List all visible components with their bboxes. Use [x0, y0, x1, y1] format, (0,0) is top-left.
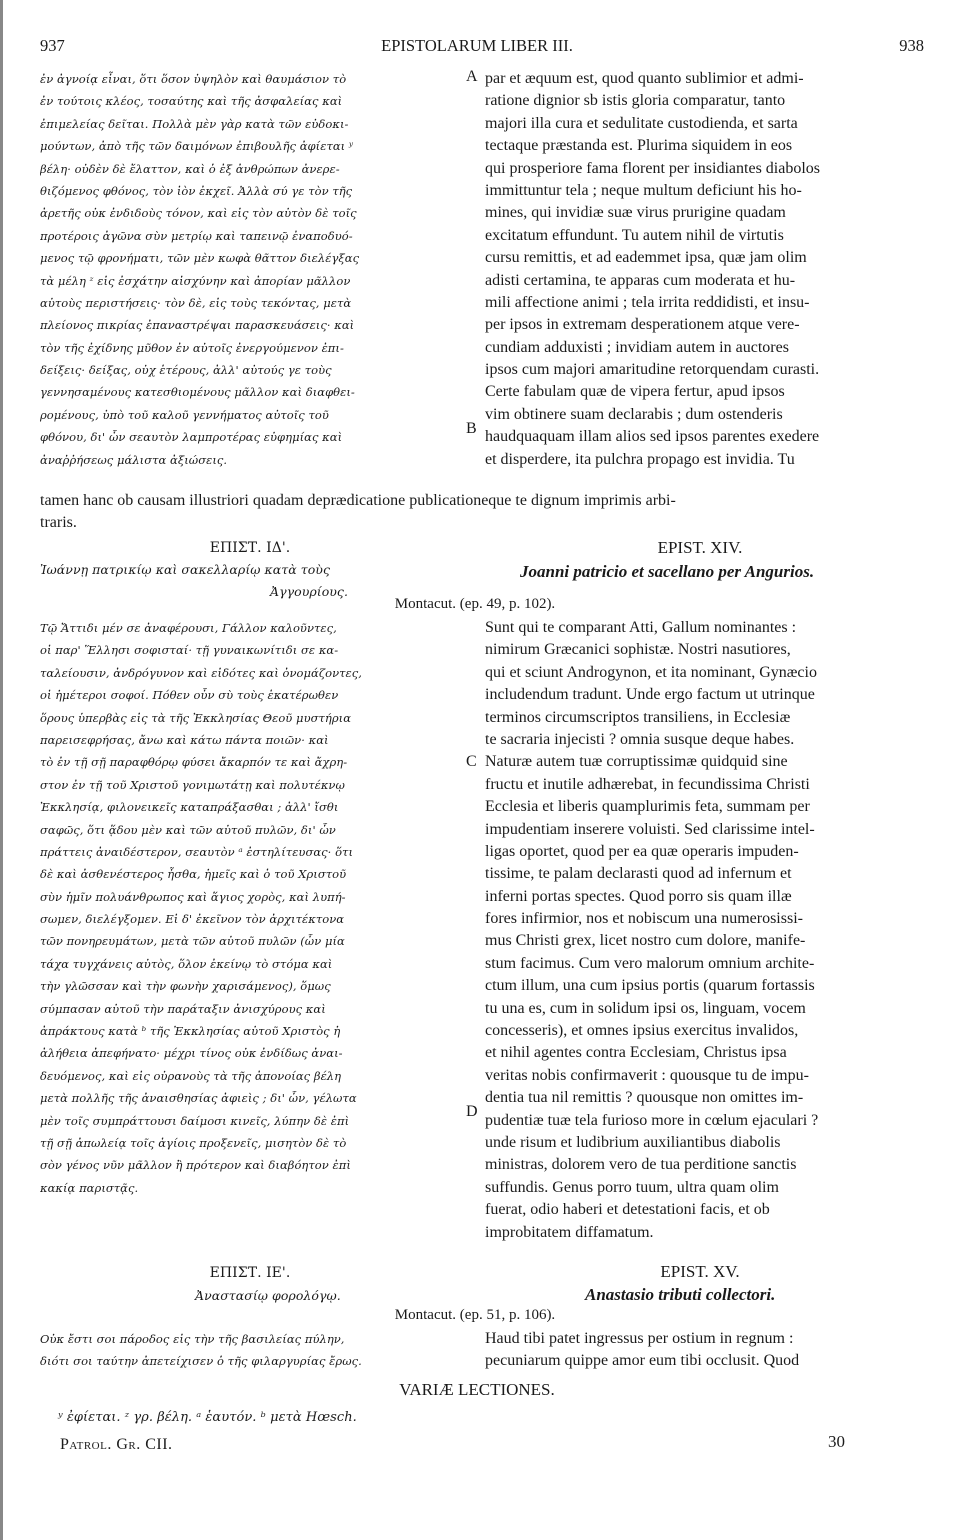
epist-15-greek-heading: ΕΠΙΣΤ. ΙΕ'. [209, 1265, 291, 1281]
epist-15-latin-heading: EPIST. XV. [660, 1262, 740, 1281]
latin-line: mili affectione animi ; tela irrita reddidisti, et insu- [485, 293, 810, 311]
greek-line: κακίᾳ παριστᾷς. [40, 1180, 139, 1195]
latin-line: veritas nobis confirmaverit : quousque tu de impu- [485, 1066, 809, 1084]
epist-14-latin-address: Joanni patricio et sacellano per Angurios. [520, 562, 815, 581]
latin-line: et nihil agentes contra Ecclesiam, Christus ipsa [485, 1044, 787, 1062]
greek-line: γεννησαμένους κατεσθιομένους μᾶλλον καὶ διαφθει- [40, 385, 355, 400]
latin-line: ipsos cum majori amaritudine retorquendam curasti. [485, 361, 820, 379]
greek-line: ἐπιμελείας δεῖται. Πολλὰ μὲν γὰρ κατὰ τῶν εὐδοκι- [40, 116, 349, 131]
greek-column-15 [40, 1328, 470, 1373]
latin-line: pecuniarum quippe amor eum tibi occlusit. Quod [485, 1352, 800, 1370]
margin-letter-d: D [466, 1103, 478, 1120]
greek-line: θιζόμενος φθόνος, τὸν ἰὸν ἐκχεῖ. Ἀλλὰ σύ γε τὸν τῆς [40, 183, 353, 198]
footer-volume: Patrol. Gr. CII. [60, 1436, 173, 1453]
greek-line: οἱ παρ' Ἕλλησι σοφισταί· τῇ γυναικωνίτιδι σε κα- [40, 643, 339, 658]
epist-15-greek-address: Ἀναστασίῳ φορολόγῳ. [195, 1288, 341, 1303]
latin-line: terminos circumscriptos transiliens, in Ecclesiæ [485, 708, 791, 726]
latin-line: vim obtinere suam declarabis ; dum ostenderis [485, 405, 783, 423]
latin-line: Haud tibi patet ingressus per ostium in regnum : [485, 1330, 794, 1347]
latin-line: qui prosperiore fama florent per insidiantes diabolos [485, 159, 821, 177]
latin-line: per ipsos in extremam desperationem atque vere- [485, 316, 800, 334]
greek-line: στον ἐν τῇ τοῦ Χριστοῦ γονιμωτάτῃ καὶ πολυτέκνῳ [40, 777, 345, 792]
greek-line: πράττεις ἀναιδέστερον, σεαυτὸν ᵃ ἐστηλίτευσας· ὅτι [40, 844, 354, 859]
greek-line: τὰ μέλη ᶻ εἰς ἐσχάτην αἰσχύνην καὶ ἀπορίαν μᾶλλον [40, 273, 351, 288]
greek-line: τάχα τυγχάνεις αὐτὸς, ὅλον ἐκείνῳ τὸ στόμα καὶ [40, 956, 333, 971]
margin-letter-b: B [466, 420, 477, 437]
latin-line: et disperdere, ita pulchra propago est invidia. Tu [485, 450, 795, 468]
latin-line: cundiam adduxisti ; invidiam autem in auctores [485, 338, 789, 356]
greek-line: ἀλήθεια ἀπεφήνατο· μέχρι τίνος οὐκ ἐνδίδως ἀναι- [40, 1046, 343, 1061]
latin-line: improbitatem diffamatum. [485, 1223, 654, 1241]
latin-line: mines, qui invidiæ suæ virus prurigine quadam [485, 204, 786, 222]
greek-line: αὐτοὺς περιστήσεις· τὸν δὲ, εἰς τοὺς τεκόντας, μετὰ [40, 295, 352, 310]
greek-line: τῶν πονηρευμάτων, μετὰ τῶν αὐτοῦ πυλῶν (ὧν μία [40, 934, 345, 949]
epist-14-latin-heading: EPIST. XIV. [657, 538, 743, 557]
latin-line: tectaque præstanda est. Plurima siquidem in eos [485, 137, 793, 155]
greek-line: μετὰ πολλῆς τῆς ἀναισθησίας ἀφιεὶς ; δι' ὧν, γέλωτα [40, 1091, 357, 1106]
latin-column-top [485, 68, 925, 471]
greek-line: ἀναῤῥήσεως μάλιστα ἀξιώσεις. [40, 452, 228, 467]
greek-line: προτέροις ἀγῶνα σὺν μετρίῳ καὶ ταπεινῷ ἐναποδυό- [40, 228, 353, 243]
greek-line: δείξεις· δείξας, οὐχ ἑτέρους, ἀλλ' αὐτούς γε τοὺς [40, 363, 332, 378]
margin-letter-c: C [466, 753, 477, 770]
latin-line: Certe fabulam quæ de vipera fertur, apud ipsos [485, 383, 785, 401]
latin-full-line: traris. [40, 514, 77, 531]
greek-line: ἐν ἀγνοίᾳ εἶναι, ὅτι ὅσον ὑψηλὸν καὶ θαυμάσιον τὸ [40, 72, 347, 86]
latin-line: suffundis. Genus porro tuum, ultra quam olim [485, 1178, 779, 1196]
latin-column-14 [485, 617, 925, 1244]
latin-line: inferni portas spectes. Quod porro sis quam illæ [485, 887, 792, 905]
greek-line: ἀρετῆς οὐκ ἐνδιδοὺς τόνον, καὶ εἰς τὸν αὐτὸν δὲ τοῖς [40, 206, 357, 221]
latin-line: ligas oportet, quod per ea quæ operaris impuden- [485, 842, 799, 860]
greek-line: σαφῶς, ὅτι ᾅδου μὲν καὶ τῶν αὐτοῦ πυλῶν, δι' ὧν [40, 822, 336, 837]
latin-line: ratione dignior sb istis gloria comparatur, tanto [485, 92, 786, 110]
latin-line: fructu et inutile adhærebat, in fecundissima Christi [485, 775, 810, 793]
latin-line: ministras, dolorem vero de tua perditione sanctis [485, 1156, 797, 1174]
latin-line: pudentiæ tuæ tela furioso more in cœlum ejaculari ? [485, 1111, 819, 1129]
greek-line: τὸ ἐν τῇ σῇ παραφθόρῳ φύσει ἄκαρπόν τε καὶ ἄχρη- [40, 755, 348, 770]
latin-line: qui et sciunt Androgynon, et ita nominant, Gynæcio [485, 663, 817, 681]
greek-line: μενος τῷ φρονήματι, τῶν μὲν κωφὰ θᾶττον διελέγξας [40, 251, 360, 266]
greek-line: Ἐκκλησίᾳ, φιλονεικεῖς καταπράξασθαι ; ἀλλ' ἴσθι [40, 800, 339, 815]
latin-line: fores infirmior, nos et nobiscum una numerosissi- [485, 910, 803, 928]
latin-line: mus Christi grex, licet nostro cum dolore, manife- [485, 932, 806, 950]
greek-line: σωμεν, διελέγξομεν. Εἰ δ' ἐκεῖνον τὸν ἀρχιτέκτονα [40, 912, 345, 927]
epist-14-greek-address-2: Ἀγγουρίους. [270, 584, 348, 599]
running-title: EPISTOLARUM LIBER III. [381, 36, 573, 55]
greek-line: τῇ σῇ ἀπωλείᾳ τοῖς ἁγίοις προξενεῖς, μισητὸν δὲ τὸ [40, 1135, 347, 1150]
epist-14-source: Montacut. (ep. 49, p. 102). [394, 596, 556, 612]
greek-line: ὅρους ὑπερβὰς εἰς τὰ τῆς Ἐκκλησίας Θεοῦ μυστήρια [40, 710, 352, 725]
greek-line: ἀπράκτους κατὰ ᵇ τῆς Ἐκκλησίας αὐτοῦ Χριστὸς ἡ [40, 1024, 341, 1039]
latin-line: cursu remittis, et ad eademmet ipsa, quæ jam olim [485, 249, 807, 267]
greek-line: μούντων, ἀπὸ τῆς τῶν δαιμόνων ἐπιβουλῆς ἀφίεται ʸ [40, 139, 354, 154]
latin-line: stum facimus. Cum vero malorum omnium archite- [485, 954, 815, 972]
greek-line: οἱ ἡμέτεροι σοφοί. Πόθεν οὖν σὺ τοὺς ἑκατέρωθεν [40, 688, 339, 703]
epist-15-latin-address: Anastasio tributi collectori. [585, 1285, 776, 1304]
latin-line: concesseris), et omnes ipsius exercitus invalidos, [485, 1022, 799, 1040]
latin-line: includendum tradunt. Unde ergo factum ut utrinque [485, 686, 815, 704]
latin-full-line: tamen hanc ob causam illustriori quadam deprædicatione publicationeque te dignum imprimis arbi- [40, 492, 676, 509]
latin-line: tu una es, cum in solidum ipsi os, linguam, vocem [485, 999, 806, 1017]
greek-line: δὲ καὶ ἀσθενέστερος ἦσθα, ἡμεῖς καὶ ὁ τοῦ Χριστοῦ [40, 867, 347, 882]
latin-line: par et æquum est, quod quanto sublimior et admi- [485, 70, 804, 87]
greek-line: Οὐκ ἔστι σοι πάροδος εἰς τὴν τῆς βασιλείας πύλην, [40, 1332, 345, 1346]
greek-line: μὲν τοῖς συμπράττουσι δαίμοσι κινεῖς, λύπην δὲ ἐπὶ [40, 1113, 350, 1128]
greek-line: βέλη· οὐδὲν δὲ ἔλαττον, καὶ ὁ ἐξ ἀνθρώπων ἀνερε- [40, 161, 340, 176]
greek-line: διότι σοι ταύτην ἀπετείχισεν ὁ τῆς φιλαργυρίας ἔρως. [40, 1354, 362, 1369]
left-page-number: 937 [40, 36, 65, 55]
latin-line: majori illa cura et sedulitate custodienda, et sarta [485, 114, 798, 132]
epist-14-greek-address-1: Ἰωάννῃ πατρικίῳ καὶ σακελλαρίῳ κατὰ τοὺς [40, 562, 330, 577]
latin-line: dentia tua nil remittis ? quousque non omittes im- [485, 1089, 804, 1107]
greek-line: σὺν ἡμῖν πολυάνθρωπος καὶ ἅγιος χορὸς, καὶ λυπή- [40, 889, 346, 904]
binding-edge [0, 0, 3, 1540]
epist-15-source: Montacut. (ep. 51, p. 106). [394, 1307, 556, 1323]
footer-signature-number: 30 [828, 1432, 845, 1451]
latin-line: fuerat, odio haberi et detestationi facis, et ob [485, 1201, 770, 1219]
latin-full-width [40, 490, 920, 534]
latin-line: tissime, te palam declarasti quod ad infernum et [485, 865, 792, 883]
greek-line: τὴν γλῶσσαν καὶ τὴν φωνὴν χαρισάμενος), ὅμως [40, 979, 331, 994]
variae-line: ʸ ἐφίεται. ᶻ γρ. βέλη. ᵃ ἑαυτόν. ᵇ μετὰ Hœsch. [58, 1410, 357, 1425]
latin-line: impudentiam inserere voluisti. Sed clarissime intel- [485, 820, 815, 838]
variae-heading: VARIÆ LECTIONES. [399, 1380, 555, 1399]
latin-line: excitatum effundunt. Tu autem nihil de virtutis [485, 226, 784, 244]
greek-line: φθόνου, δι' ὧν σεαυτὸν λαμπροτέρας εὐφημίας καὶ [40, 430, 343, 445]
greek-line: πλείονος πικρίας ἐπαναστρέψαι παρασκευάσεις· καὶ [40, 318, 355, 333]
latin-line: unde risum et ludibrium auxiliantibus diabolis [485, 1133, 781, 1151]
greek-line: ταλείουσιν, ἀνδρόγυνον καὶ εἰδότες καὶ ὀνομάζοντες, [40, 665, 362, 680]
greek-line: παρεισεφρήσας, ἄνω καὶ κάτω πάντα ποιῶν· καὶ [40, 732, 329, 747]
greek-line: ἐν τούτοις κλέος, τοσαύτης καὶ τῆς ἀσφαλείας καὶ [40, 94, 343, 109]
latin-line: nimirum Græcanici sophistæ. Nostri nasutiores, [485, 641, 791, 659]
greek-column-top [40, 68, 470, 471]
greek-line: ρομένους, ὑπὸ τοῦ καλοῦ γεννήματος αὐτοῖς τοῦ [40, 407, 329, 422]
latin-line: haudquaquam illam alios sed ipsos parentes exedere [485, 428, 820, 446]
right-page-number: 938 [899, 36, 924, 55]
greek-line: σύμπασαν αὐτοῦ τὴν παράταξιν ἀνισχύρους καὶ [40, 1001, 326, 1016]
margin-letter-a: A [466, 68, 478, 85]
epist-14-greek-heading: ΕΠΙΣΤ. ΙΔ'. [209, 540, 291, 556]
latin-line: Naturæ autem tuæ corruptissimæ quidquid sine [485, 753, 788, 771]
latin-line: Sunt qui te comparant Atti, Gallum nominantes : [485, 619, 797, 636]
greek-column-14 [40, 617, 470, 1199]
latin-line: Ecclesia et liberis quamplurimis feta, summam per [485, 798, 810, 816]
latin-line: te sacraria injecisti ? omnia susque deque habes. [485, 730, 795, 748]
latin-line: immittuntur tela ; neque multum deficiunt his ho- [485, 181, 802, 199]
greek-line: σὸν γένος νῦν μᾶλλον ἢ πρότερον καὶ διαβόητον ἐπὶ [40, 1158, 351, 1173]
latin-line: adisti certamina, te apparas cum moderata et hu- [485, 271, 796, 289]
greek-line: δευόμενος, καὶ εἰς οὐρανοὺς τὰ τῆς ἀπονοίας βέλη [40, 1068, 342, 1083]
latin-column-15 [485, 1328, 925, 1373]
greek-line: Τῷ Ἄττιδι μέν σε ἀναφέρουσι, Γάλλον καλοῦντες, [40, 621, 337, 635]
greek-line: τὸν τῆς ἐχίδνης μῦθον ἐν αὐτοῖς ἐνεργούμενον ἐπι- [40, 340, 344, 355]
latin-line: ctum illum, una cum ipsius portis (quarum fortassis [485, 977, 815, 995]
